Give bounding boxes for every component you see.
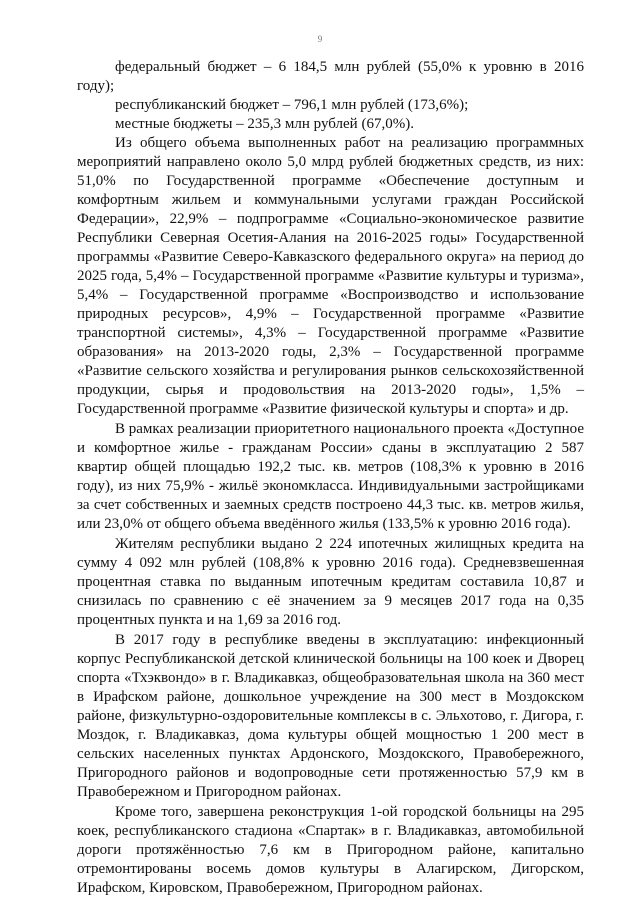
paragraph-program-funding: Из общего объема выполненных работ на реализацию программных мероприятий направлено около 5,0 млрд рублей бюджетных средств, из них: 51,0% по Государственной программе «Обеспечение доступным и комфортным жильем и коммунальными услугами граждан Российской Федерации», 22,9% – подпрограмме «Социально-экономическое развитие Республики Северная Осетия-Алания на 2016-2025 годы» Государственной программы «Развитие Северо-Кавказского федерального округа» на период до 2025 года, 5,4% – Государственной программе «Развитие культуры и туризма», 5,4% – Государственной программе «Воспроизводство и использование природных ресурсов», 4,9% – Государственной программе «Развитие транспортной системы», 4,3% – Государственной программе «Развитие образования» на 2013-2020 годы, 2,3% – Государственной программе «Развитие сельского хозяйства и регулирования рынков сельскохозяйственной продукции, сырья и продовольствия на 2013-2020 годы», 1,5% – Государственной программе «Развитие физической культуры и спорта» и др.: [77, 135, 584, 417]
budget-line-republican: республиканский бюджет – 796,1 млн рублей (173,6%);: [115, 97, 469, 113]
budget-line-federal: федеральный бюджет – 6 184,5 млн рублей (55,0% к уровню в 2016 году);: [77, 59, 584, 94]
document-body: [77, 58, 584, 898]
paragraph-housing-project: В рамках реализации приоритетного национального проекта «Доступное и комфортное жилье - гражданам России» сданы в эксплуатацию 2 587 квартир общей площадью 192,2 тыс. кв. метров (108,3% к уровню в 2016 году), из них 75,9% - жильё экономкласса. Индивидуальными застройщиками за счет собственных и заемных средств построено 44,3 тыс. кв. метров жилья, или 23,0% от общего объема введённого жилья (133,5% к уровню 2016 года).: [77, 421, 584, 532]
budget-line-local: местные бюджеты – 235,3 млн рублей (67,0%).: [115, 116, 414, 132]
paragraph-facilities-commissioned: В 2017 году в республике введены в эксплуатацию: инфекционный корпус Республиканской детской клинической больницы на 100 коек и Дворец спорта «Тхэквондо» в г. Владикавказ, общеобразовательная школа на 360 мест в Ирафском районе, дошкольное учреждение на 300 мест в Моздокском районе, физкультурно-оздоровительные комплексы в с. Эльхотово, г. Дигора, г. Моздок, г. Владикавказ, дома культуры общей мощностью 1 200 мест в сельских населенных пунктах Ардонского, Моздокского, Правобережного, Пригородного районов и водопроводные сети протяженностью 57,9 км в Правобережном и Пригородном районах.: [77, 632, 584, 800]
paragraph-reconstruction: Кроме того, завершена реконструкция 1-ой городской больницы на 295 коек, республиканского стадиона «Спартак» в г. Владикавказ, автомобильной дороги протяжённостью 7,6 км в Пригородном районе, капитально отремонтированы восемь домов культуры в Алагирском, Дигорском, Ирафском, Кировском, Правобережном, Пригородном районах.: [77, 804, 584, 896]
paragraph-mortgage: Жителям республики выдано 2 224 ипотечных жилищных кредита на сумму 4 092 млн рублей (108,8% к уровню 2016 года). Средневзвешенная процентная ставка по выданным ипотечным кредитам составила 10,87 и снизилась по сравнению с её значением за 9 месяцев 2017 года на 0,35 процентных пункта и на 1,69 за 2016 год.: [77, 536, 584, 628]
page-number: 9: [317, 34, 323, 44]
